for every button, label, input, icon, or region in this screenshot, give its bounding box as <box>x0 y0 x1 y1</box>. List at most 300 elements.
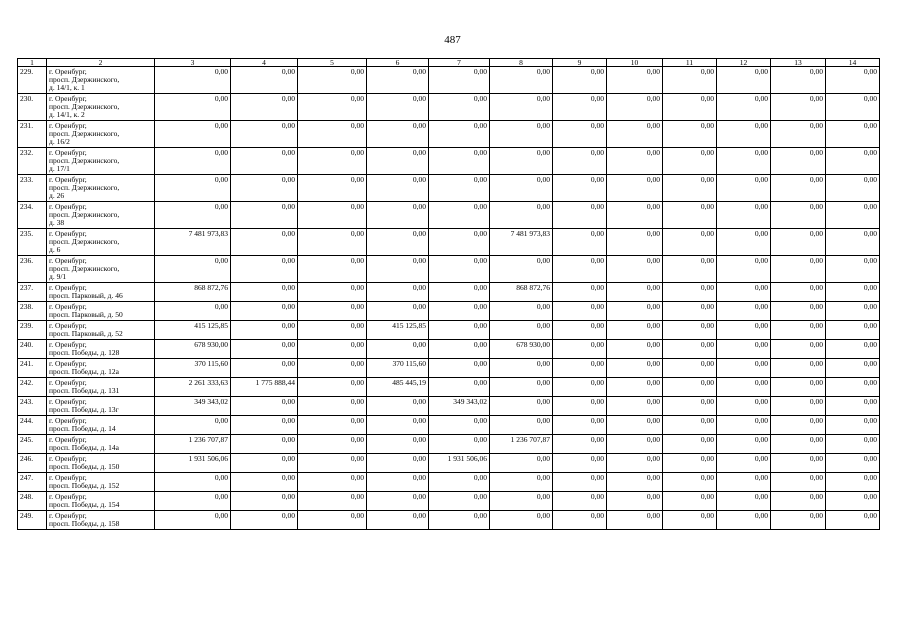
row-number: 249. <box>18 511 47 530</box>
value-cell: 0,00 <box>298 256 367 283</box>
address-line: просп. Победы, д. 14 <box>49 424 116 433</box>
address-line: просп. Победы, д. 158 <box>49 519 120 528</box>
row-number: 246. <box>18 454 47 473</box>
address-line: г. Оренбург, <box>49 511 87 520</box>
value-cell: 0,00 <box>231 416 298 435</box>
value-cell: 0,00 <box>231 283 298 302</box>
value-cell: 0,00 <box>367 67 429 94</box>
value-cell: 415 125,85 <box>155 321 231 340</box>
column-header: 3 <box>155 59 231 67</box>
value-cell: 0,00 <box>717 256 771 283</box>
value-cell: 0,00 <box>429 378 490 397</box>
value-cell: 0,00 <box>607 321 663 340</box>
value-cell: 0,00 <box>826 397 880 416</box>
value-cell: 0,00 <box>429 202 490 229</box>
value-cell: 0,00 <box>717 454 771 473</box>
value-cell: 0,00 <box>607 454 663 473</box>
column-header: 7 <box>429 59 490 67</box>
address-line: г. Оренбург, <box>49 202 87 211</box>
value-cell: 0,00 <box>663 229 717 256</box>
address-line: г. Оренбург, <box>49 378 87 387</box>
value-cell: 0,00 <box>367 302 429 321</box>
row-number: 233. <box>18 175 47 202</box>
value-cell: 868 872,76 <box>490 283 553 302</box>
address-cell <box>47 454 155 473</box>
value-cell: 0,00 <box>490 148 553 175</box>
value-cell: 0,00 <box>490 175 553 202</box>
table-row <box>18 511 880 530</box>
column-header: 13 <box>771 59 826 67</box>
value-cell: 0,00 <box>429 511 490 530</box>
address-cell <box>47 283 155 302</box>
value-cell: 0,00 <box>663 473 717 492</box>
value-cell: 0,00 <box>771 67 826 94</box>
value-cell: 0,00 <box>607 511 663 530</box>
address-line: д. 26 <box>49 191 65 200</box>
value-cell: 0,00 <box>231 256 298 283</box>
value-cell: 0,00 <box>826 454 880 473</box>
address-line: просп. Дзержинского, <box>49 210 120 219</box>
value-cell: 0,00 <box>553 321 607 340</box>
value-cell: 0,00 <box>298 229 367 256</box>
value-cell: 0,00 <box>771 283 826 302</box>
address-cell <box>47 416 155 435</box>
column-header: 10 <box>607 59 663 67</box>
value-cell: 0,00 <box>298 67 367 94</box>
row-number: 245. <box>18 435 47 454</box>
value-cell: 0,00 <box>553 454 607 473</box>
table-row <box>18 416 880 435</box>
value-cell: 0,00 <box>367 416 429 435</box>
address-line: г. Оренбург, <box>49 340 87 349</box>
address-line: просп. Дзержинского, <box>49 156 120 165</box>
column-header: 11 <box>663 59 717 67</box>
address-line: г. Оренбург, <box>49 121 87 130</box>
address-line: просп. Дзержинского, <box>49 264 120 273</box>
value-cell: 0,00 <box>771 511 826 530</box>
address-line: д. 14/1, к. 1 <box>49 83 85 92</box>
column-header: 14 <box>826 59 880 67</box>
address-cell <box>47 67 155 94</box>
value-cell: 0,00 <box>771 492 826 511</box>
address-line: г. Оренбург, <box>49 454 87 463</box>
value-cell: 0,00 <box>429 67 490 94</box>
value-cell: 0,00 <box>663 94 717 121</box>
table-row <box>18 473 880 492</box>
value-cell: 0,00 <box>607 256 663 283</box>
row-number: 248. <box>18 492 47 511</box>
value-cell: 0,00 <box>771 175 826 202</box>
value-cell: 0,00 <box>553 283 607 302</box>
value-cell: 0,00 <box>429 416 490 435</box>
value-cell: 678 930,00 <box>490 340 553 359</box>
value-cell: 0,00 <box>231 321 298 340</box>
address-line: г. Оренбург, <box>49 256 87 265</box>
value-cell: 0,00 <box>298 454 367 473</box>
value-cell: 0,00 <box>155 492 231 511</box>
value-cell: 0,00 <box>553 378 607 397</box>
row-number: 229. <box>18 67 47 94</box>
address-cell <box>47 492 155 511</box>
value-cell: 0,00 <box>155 148 231 175</box>
value-cell: 0,00 <box>663 378 717 397</box>
value-cell: 0,00 <box>298 148 367 175</box>
value-cell: 1 236 707,87 <box>490 435 553 454</box>
address-line: г. Оренбург, <box>49 94 87 103</box>
value-cell: 0,00 <box>298 121 367 148</box>
value-cell: 0,00 <box>231 202 298 229</box>
value-cell: 0,00 <box>298 397 367 416</box>
value-cell: 0,00 <box>553 121 607 148</box>
value-cell: 0,00 <box>553 359 607 378</box>
value-cell: 0,00 <box>607 397 663 416</box>
column-header: 2 <box>47 59 155 67</box>
value-cell: 0,00 <box>367 202 429 229</box>
value-cell: 0,00 <box>231 359 298 378</box>
address-line: г. Оренбург, <box>49 416 87 425</box>
row-number: 230. <box>18 94 47 121</box>
value-cell: 0,00 <box>490 94 553 121</box>
value-cell: 0,00 <box>231 67 298 94</box>
value-cell: 0,00 <box>771 321 826 340</box>
address-cell <box>47 473 155 492</box>
address-cell <box>47 435 155 454</box>
value-cell: 0,00 <box>367 256 429 283</box>
value-cell: 0,00 <box>607 175 663 202</box>
value-cell: 0,00 <box>429 283 490 302</box>
value-cell: 0,00 <box>771 473 826 492</box>
value-cell: 0,00 <box>663 256 717 283</box>
row-number: 241. <box>18 359 47 378</box>
value-cell: 0,00 <box>826 67 880 94</box>
value-cell: 0,00 <box>826 378 880 397</box>
column-header: 9 <box>553 59 607 67</box>
value-cell: 0,00 <box>826 492 880 511</box>
value-cell: 1 931 506,06 <box>429 454 490 473</box>
table-row <box>18 148 880 175</box>
value-cell: 7 481 973,83 <box>490 229 553 256</box>
value-cell: 0,00 <box>429 121 490 148</box>
row-number: 243. <box>18 397 47 416</box>
page-number: 487 <box>444 34 461 46</box>
value-cell: 0,00 <box>490 302 553 321</box>
value-cell: 0,00 <box>231 340 298 359</box>
value-cell: 415 125,85 <box>367 321 429 340</box>
value-cell: 0,00 <box>367 148 429 175</box>
address-cell <box>47 397 155 416</box>
table-row <box>18 321 880 340</box>
value-cell: 0,00 <box>771 202 826 229</box>
table-row <box>18 397 880 416</box>
address-cell <box>47 121 155 148</box>
address-line: просп. Победы, д. 13г <box>49 405 119 414</box>
value-cell: 0,00 <box>231 94 298 121</box>
value-cell: 0,00 <box>826 148 880 175</box>
value-cell: 0,00 <box>231 511 298 530</box>
value-cell: 0,00 <box>429 321 490 340</box>
value-cell: 0,00 <box>607 340 663 359</box>
table-row <box>18 340 880 359</box>
value-cell: 0,00 <box>367 454 429 473</box>
value-cell: 0,00 <box>298 94 367 121</box>
value-cell: 0,00 <box>717 302 771 321</box>
value-cell: 0,00 <box>663 175 717 202</box>
row-number: 238. <box>18 302 47 321</box>
value-cell: 0,00 <box>717 473 771 492</box>
value-cell: 0,00 <box>717 175 771 202</box>
value-cell: 0,00 <box>771 121 826 148</box>
value-cell: 0,00 <box>429 340 490 359</box>
value-cell: 0,00 <box>553 175 607 202</box>
address-line: г. Оренбург, <box>49 148 87 157</box>
value-cell: 0,00 <box>607 359 663 378</box>
value-cell: 0,00 <box>663 454 717 473</box>
value-cell: 0,00 <box>826 229 880 256</box>
table-row <box>18 378 880 397</box>
value-cell: 0,00 <box>298 435 367 454</box>
address-line: просп. Парковый, д. 52 <box>49 329 123 338</box>
value-cell: 0,00 <box>553 94 607 121</box>
address-line: просп. Победы, д. 154 <box>49 500 120 509</box>
header-row <box>18 59 880 67</box>
address-line: г. Оренбург, <box>49 321 87 330</box>
value-cell: 0,00 <box>490 202 553 229</box>
value-cell: 0,00 <box>553 397 607 416</box>
address-cell <box>47 202 155 229</box>
value-cell: 0,00 <box>231 148 298 175</box>
value-cell: 0,00 <box>231 397 298 416</box>
value-cell: 0,00 <box>717 492 771 511</box>
value-cell: 0,00 <box>429 256 490 283</box>
value-cell: 0,00 <box>367 121 429 148</box>
value-cell: 0,00 <box>771 256 826 283</box>
value-cell: 0,00 <box>490 67 553 94</box>
value-cell: 0,00 <box>231 473 298 492</box>
value-cell: 0,00 <box>717 94 771 121</box>
value-cell: 2 261 333,63 <box>155 378 231 397</box>
value-cell: 0,00 <box>490 378 553 397</box>
value-cell: 0,00 <box>231 121 298 148</box>
value-cell: 0,00 <box>553 511 607 530</box>
value-cell: 0,00 <box>298 511 367 530</box>
value-cell: 0,00 <box>231 492 298 511</box>
value-cell: 0,00 <box>826 202 880 229</box>
table-body <box>18 67 880 530</box>
value-cell: 0,00 <box>429 492 490 511</box>
value-cell: 0,00 <box>231 175 298 202</box>
value-cell: 485 445,19 <box>367 378 429 397</box>
value-cell: 0,00 <box>663 148 717 175</box>
value-cell: 0,00 <box>717 359 771 378</box>
address-cell <box>47 511 155 530</box>
address-line: г. Оренбург, <box>49 175 87 184</box>
address-line: просп. Дзержинского, <box>49 129 120 138</box>
value-cell: 0,00 <box>663 121 717 148</box>
data-table <box>17 58 880 530</box>
value-cell: 0,00 <box>490 256 553 283</box>
row-number: 242. <box>18 378 47 397</box>
value-cell: 1 931 506,06 <box>155 454 231 473</box>
value-cell: 0,00 <box>607 435 663 454</box>
value-cell: 0,00 <box>607 202 663 229</box>
value-cell: 370 115,60 <box>367 359 429 378</box>
value-cell: 0,00 <box>367 283 429 302</box>
value-cell: 0,00 <box>771 359 826 378</box>
value-cell: 0,00 <box>231 435 298 454</box>
value-cell: 0,00 <box>367 94 429 121</box>
address-line: просп. Победы, д. 14а <box>49 443 119 452</box>
address-line: д. 38 <box>49 218 65 227</box>
value-cell: 0,00 <box>607 148 663 175</box>
value-cell: 0,00 <box>663 283 717 302</box>
value-cell: 0,00 <box>717 67 771 94</box>
address-line: г. Оренбург, <box>49 67 87 76</box>
value-cell: 7 481 973,83 <box>155 229 231 256</box>
value-cell: 0,00 <box>607 229 663 256</box>
value-cell: 0,00 <box>717 121 771 148</box>
value-cell: 0,00 <box>367 229 429 256</box>
value-cell: 0,00 <box>771 435 826 454</box>
value-cell: 0,00 <box>717 416 771 435</box>
value-cell: 0,00 <box>490 492 553 511</box>
value-cell: 0,00 <box>490 416 553 435</box>
value-cell: 0,00 <box>429 175 490 202</box>
value-cell: 0,00 <box>717 202 771 229</box>
address-line: г. Оренбург, <box>49 397 87 406</box>
address-cell <box>47 148 155 175</box>
row-number: 244. <box>18 416 47 435</box>
value-cell: 0,00 <box>155 94 231 121</box>
value-cell: 0,00 <box>717 378 771 397</box>
address-line: просп. Парковый, д. 50 <box>49 310 123 319</box>
table-row <box>18 67 880 94</box>
address-line: д. 14/1, к. 2 <box>49 110 85 119</box>
address-line: г. Оренбург, <box>49 435 87 444</box>
value-cell: 0,00 <box>553 416 607 435</box>
row-number: 239. <box>18 321 47 340</box>
address-line: просп. Дзержинского, <box>49 75 120 84</box>
value-cell: 0,00 <box>717 321 771 340</box>
value-cell: 0,00 <box>155 511 231 530</box>
value-cell: 0,00 <box>490 121 553 148</box>
value-cell: 1 775 888,44 <box>231 378 298 397</box>
address-cell <box>47 256 155 283</box>
address-line: просп. Победы, д. 150 <box>49 462 120 471</box>
table-row <box>18 229 880 256</box>
value-cell: 0,00 <box>607 283 663 302</box>
table-row <box>18 121 880 148</box>
value-cell: 0,00 <box>717 340 771 359</box>
value-cell: 0,00 <box>490 511 553 530</box>
value-cell: 0,00 <box>717 435 771 454</box>
column-header: 1 <box>18 59 47 67</box>
column-header: 6 <box>367 59 429 67</box>
value-cell: 0,00 <box>607 473 663 492</box>
value-cell: 0,00 <box>771 454 826 473</box>
value-cell: 678 930,00 <box>155 340 231 359</box>
value-cell: 0,00 <box>771 340 826 359</box>
address-cell <box>47 229 155 256</box>
value-cell: 0,00 <box>717 511 771 530</box>
value-cell: 0,00 <box>826 302 880 321</box>
value-cell: 0,00 <box>553 340 607 359</box>
value-cell: 0,00 <box>155 473 231 492</box>
row-number: 231. <box>18 121 47 148</box>
table-row <box>18 175 880 202</box>
value-cell: 0,00 <box>231 302 298 321</box>
value-cell: 0,00 <box>771 416 826 435</box>
value-cell: 0,00 <box>298 321 367 340</box>
value-cell: 0,00 <box>490 473 553 492</box>
address-line: г. Оренбург, <box>49 302 87 311</box>
value-cell: 0,00 <box>490 359 553 378</box>
value-cell: 0,00 <box>155 202 231 229</box>
address-cell <box>47 321 155 340</box>
column-header: 12 <box>717 59 771 67</box>
value-cell: 0,00 <box>663 492 717 511</box>
value-cell: 0,00 <box>771 229 826 256</box>
value-cell: 0,00 <box>155 121 231 148</box>
value-cell: 0,00 <box>771 378 826 397</box>
value-cell: 0,00 <box>663 321 717 340</box>
value-cell: 349 343,02 <box>155 397 231 416</box>
value-cell: 0,00 <box>429 359 490 378</box>
value-cell: 0,00 <box>367 175 429 202</box>
value-cell: 0,00 <box>663 416 717 435</box>
value-cell: 0,00 <box>826 340 880 359</box>
value-cell: 0,00 <box>298 302 367 321</box>
value-cell: 0,00 <box>553 202 607 229</box>
address-line: просп. Победы, д. 152 <box>49 481 120 490</box>
value-cell: 0,00 <box>298 378 367 397</box>
value-cell: 0,00 <box>717 283 771 302</box>
value-cell: 0,00 <box>429 94 490 121</box>
value-cell: 0,00 <box>553 473 607 492</box>
value-cell: 0,00 <box>607 416 663 435</box>
value-cell: 0,00 <box>553 256 607 283</box>
value-cell: 0,00 <box>155 256 231 283</box>
address-cell <box>47 94 155 121</box>
address-line: просп. Дзержинского, <box>49 102 120 111</box>
column-header: 4 <box>231 59 298 67</box>
value-cell: 0,00 <box>771 94 826 121</box>
value-cell: 0,00 <box>826 175 880 202</box>
value-cell: 0,00 <box>717 148 771 175</box>
address-line: г. Оренбург, <box>49 283 87 292</box>
address-cell <box>47 359 155 378</box>
value-cell: 0,00 <box>607 302 663 321</box>
table-row <box>18 202 880 229</box>
value-cell: 0,00 <box>607 492 663 511</box>
address-line: просп. Дзержинского, <box>49 183 120 192</box>
value-cell: 349 343,02 <box>429 397 490 416</box>
value-cell: 0,00 <box>298 473 367 492</box>
value-cell: 0,00 <box>367 511 429 530</box>
value-cell: 868 872,76 <box>155 283 231 302</box>
address-cell <box>47 378 155 397</box>
column-header: 8 <box>490 59 553 67</box>
address-line: просп. Парковый, д. 46 <box>49 291 123 300</box>
value-cell: 0,00 <box>298 416 367 435</box>
value-cell: 0,00 <box>826 121 880 148</box>
value-cell: 0,00 <box>663 359 717 378</box>
value-cell: 370 115,60 <box>155 359 231 378</box>
value-cell: 0,00 <box>826 256 880 283</box>
address-line: просп. Победы, д. 12а <box>49 367 119 376</box>
value-cell: 0,00 <box>298 202 367 229</box>
value-cell: 0,00 <box>429 229 490 256</box>
value-cell: 0,00 <box>298 492 367 511</box>
